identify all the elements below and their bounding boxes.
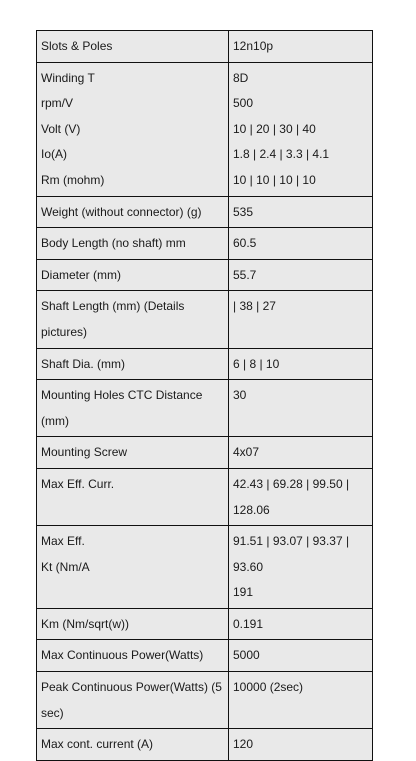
spec-label: Body Length (no shaft) mm (41, 236, 186, 251)
spec-value: 55.7 (233, 267, 257, 282)
spec-label-cell (37, 348, 229, 380)
spec-value-cell (229, 640, 373, 672)
spec-label: Peak Continuous Power(Watts) (5 sec) (41, 680, 222, 720)
spec-label-cell (37, 228, 229, 260)
spec-label: Max Eff. Curr. (41, 476, 115, 491)
table-row (37, 672, 373, 729)
table-row (37, 31, 373, 63)
spec-label-cell (37, 640, 229, 672)
table-row (37, 526, 373, 609)
spec-value-cell (229, 259, 373, 291)
table-row (37, 196, 373, 228)
spec-label-cell (37, 526, 229, 609)
spec-label: Max Continuous Power(Watts) (41, 648, 204, 663)
spec-label-cell (37, 31, 229, 63)
spec-label-cell (37, 291, 229, 348)
spec-value: | 38 | 27 (233, 299, 276, 314)
spec-value: 0.191 (233, 616, 264, 631)
spec-value-cell (229, 380, 373, 437)
table-row (37, 291, 373, 348)
spec-value: 60.5 (233, 236, 257, 251)
spec-value: 12n10p (233, 39, 274, 53)
spec-label-cell (37, 437, 229, 469)
table-row (37, 729, 373, 761)
spec-table-body (37, 31, 373, 761)
spec-value: 6 | 8 | 10 (233, 356, 280, 371)
spec-value-cell (229, 729, 373, 761)
spec-label-cell (37, 62, 229, 196)
table-row (37, 640, 373, 672)
spec-value: 10000 (2sec) (233, 680, 304, 695)
spec-label: Weight (without connector) (g) (41, 204, 202, 219)
spec-value-cell (229, 608, 373, 640)
spec-label: Volt (V) (41, 121, 81, 136)
spec-value: 120 (233, 737, 254, 752)
spec-label: rpm/V (41, 96, 74, 111)
spec-label-cell (37, 672, 229, 729)
spec-label: Mounting Screw (41, 445, 128, 460)
motor-spec-table (36, 30, 373, 761)
spec-label-cell (37, 468, 229, 525)
spec-value-cell (229, 468, 373, 525)
spec-table-container (36, 30, 373, 761)
spec-value: 535 (233, 204, 254, 219)
spec-value-cell (229, 196, 373, 228)
spec-value: 42.43 | 69.28 | 99.50 | 128.06 (233, 476, 350, 517)
spec-label: Diameter (mm) (41, 267, 121, 282)
spec-label: Shaft Dia. (mm) (41, 356, 126, 371)
spec-value: 191 (233, 585, 254, 600)
spec-value: 4x07 (233, 445, 260, 460)
spec-label: Max Eff. (41, 534, 85, 549)
spec-value: 5000 (233, 648, 260, 663)
table-row (37, 348, 373, 380)
spec-label-cell (37, 196, 229, 228)
spec-value-cell (229, 228, 373, 260)
spec-value: 1.8 | 2.4 | 3.3 | 4.1 (233, 147, 330, 162)
spec-label: Shaft Length (mm) (Details pictures) (41, 299, 185, 339)
spec-value-cell (229, 31, 373, 63)
table-row (37, 437, 373, 469)
spec-value-cell (229, 672, 373, 729)
spec-value: 8D (233, 70, 249, 85)
spec-label: Rm (mohm) (41, 172, 105, 187)
table-row (37, 608, 373, 640)
spec-value: 500 (233, 96, 254, 111)
spec-value-cell (229, 62, 373, 196)
spec-label-cell (37, 729, 229, 761)
spec-label: Mounting Holes CTC Distance (mm) (41, 388, 203, 428)
spec-value-cell (229, 437, 373, 469)
spec-label: Max cont. current (A) (41, 737, 154, 752)
table-row (37, 228, 373, 260)
spec-value: 30 (233, 388, 247, 403)
spec-value: 10 | 20 | 30 | 40 (233, 121, 316, 136)
table-row (37, 62, 373, 196)
spec-label: Kt (Nm/A (41, 559, 90, 574)
spec-label: Winding T (41, 70, 95, 85)
table-row (37, 259, 373, 291)
spec-value-cell (229, 348, 373, 380)
spec-label-cell (37, 259, 229, 291)
spec-label: Io(A) (41, 147, 68, 162)
spec-value-cell (229, 291, 373, 348)
spec-label-cell (37, 380, 229, 437)
table-row (37, 468, 373, 525)
spec-label: Km (Nm/sqrt(w)) (41, 616, 129, 631)
spec-value: 91.51 | 93.07 | 93.37 | 93.60 (233, 534, 350, 574)
spec-value-cell (229, 526, 373, 609)
spec-label-cell (37, 608, 229, 640)
spec-value: 10 | 10 | 10 | 10 (233, 172, 316, 187)
table-row (37, 380, 373, 437)
spec-label: Slots & Poles (41, 39, 113, 53)
